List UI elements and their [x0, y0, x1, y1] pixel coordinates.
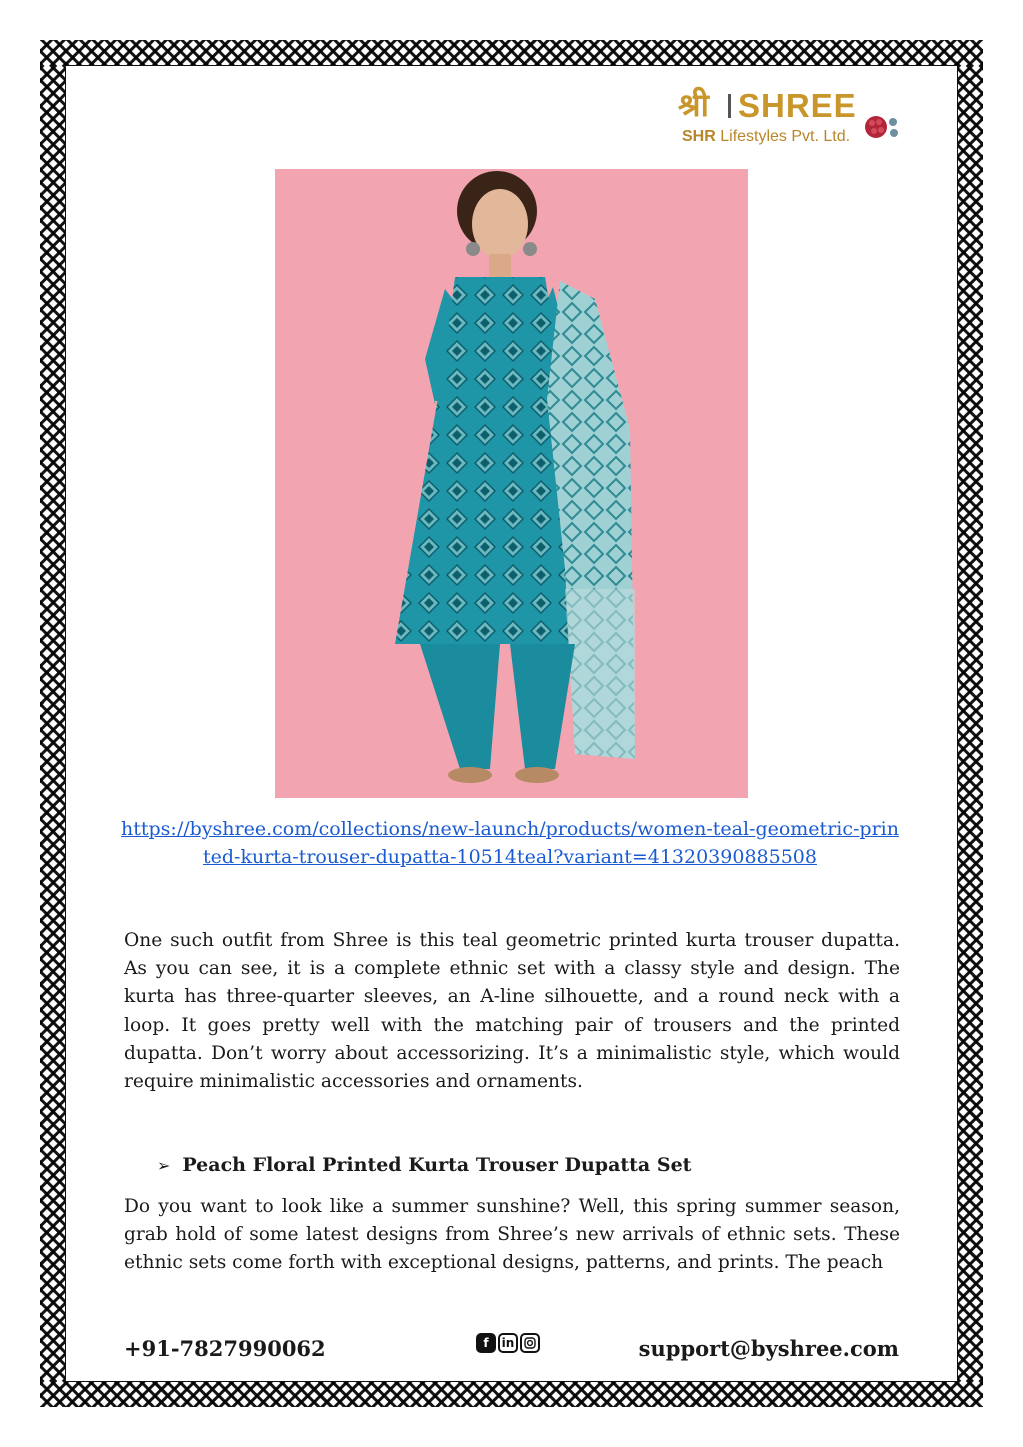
paragraph-peach-outfit: Do you want to look like a summer sunshine? Well, this spring summer season, grab hold of some latest designs from Shree’s new arrivals of ethnic sets. These ethnic sets come forth with exceptional designs, patterns, and prints. The peach — [124, 1196, 900, 1274]
product-link[interactable]: https://byshree.com/collections/new-launch/products/women-teal-geometric-printed-kurta-trouser-dupatta-10514teal?variant=41320390885508 — [121, 818, 899, 868]
product-image — [275, 169, 748, 798]
paragraph-teal-outfit: One such outfit from Shree is this teal geometric printed kurta trouser dupatta. As you can see, it is a complete ethnic set with a classy style and design. The kurta has three-quarter sleeves, an A-line silhouette, and a round neck with a loop. It goes pretty well with the matching pair of trousers and the printed dupatta. Don’t worry about accessorizing. It’s a minimalistic style, which would require minimalistic accessories and ornaments. — [124, 930, 900, 1093]
flower-logo-icon — [864, 112, 904, 142]
arrow-bullet-icon: ➢ — [157, 1156, 171, 1175]
shree-logo — [678, 88, 908, 152]
logo-divider — [728, 94, 731, 118]
logo-brand: SHREE — [738, 87, 857, 124]
instagram-icon[interactable] — [520, 1333, 540, 1353]
footer-email[interactable]: support@byshree.com — [638, 1336, 899, 1361]
logo-company-prefix: SHR — [682, 128, 716, 145]
logo-company-rest: Lifestyles Pvt. Ltd. — [720, 128, 851, 145]
model-illustration — [275, 169, 748, 798]
logo-devanagari: श्री — [678, 86, 709, 124]
facebook-icon[interactable]: f — [476, 1333, 496, 1353]
bullet-heading-text: Peach Floral Printed Kurta Trouser Dupatta Set — [182, 1154, 692, 1176]
footer-phone[interactable]: +91-7827990062 — [124, 1336, 326, 1361]
bullet-heading — [157, 1151, 691, 1180]
linkedin-icon[interactable]: in — [498, 1333, 518, 1353]
social-icons — [476, 1333, 540, 1353]
logo-company — [682, 128, 850, 146]
